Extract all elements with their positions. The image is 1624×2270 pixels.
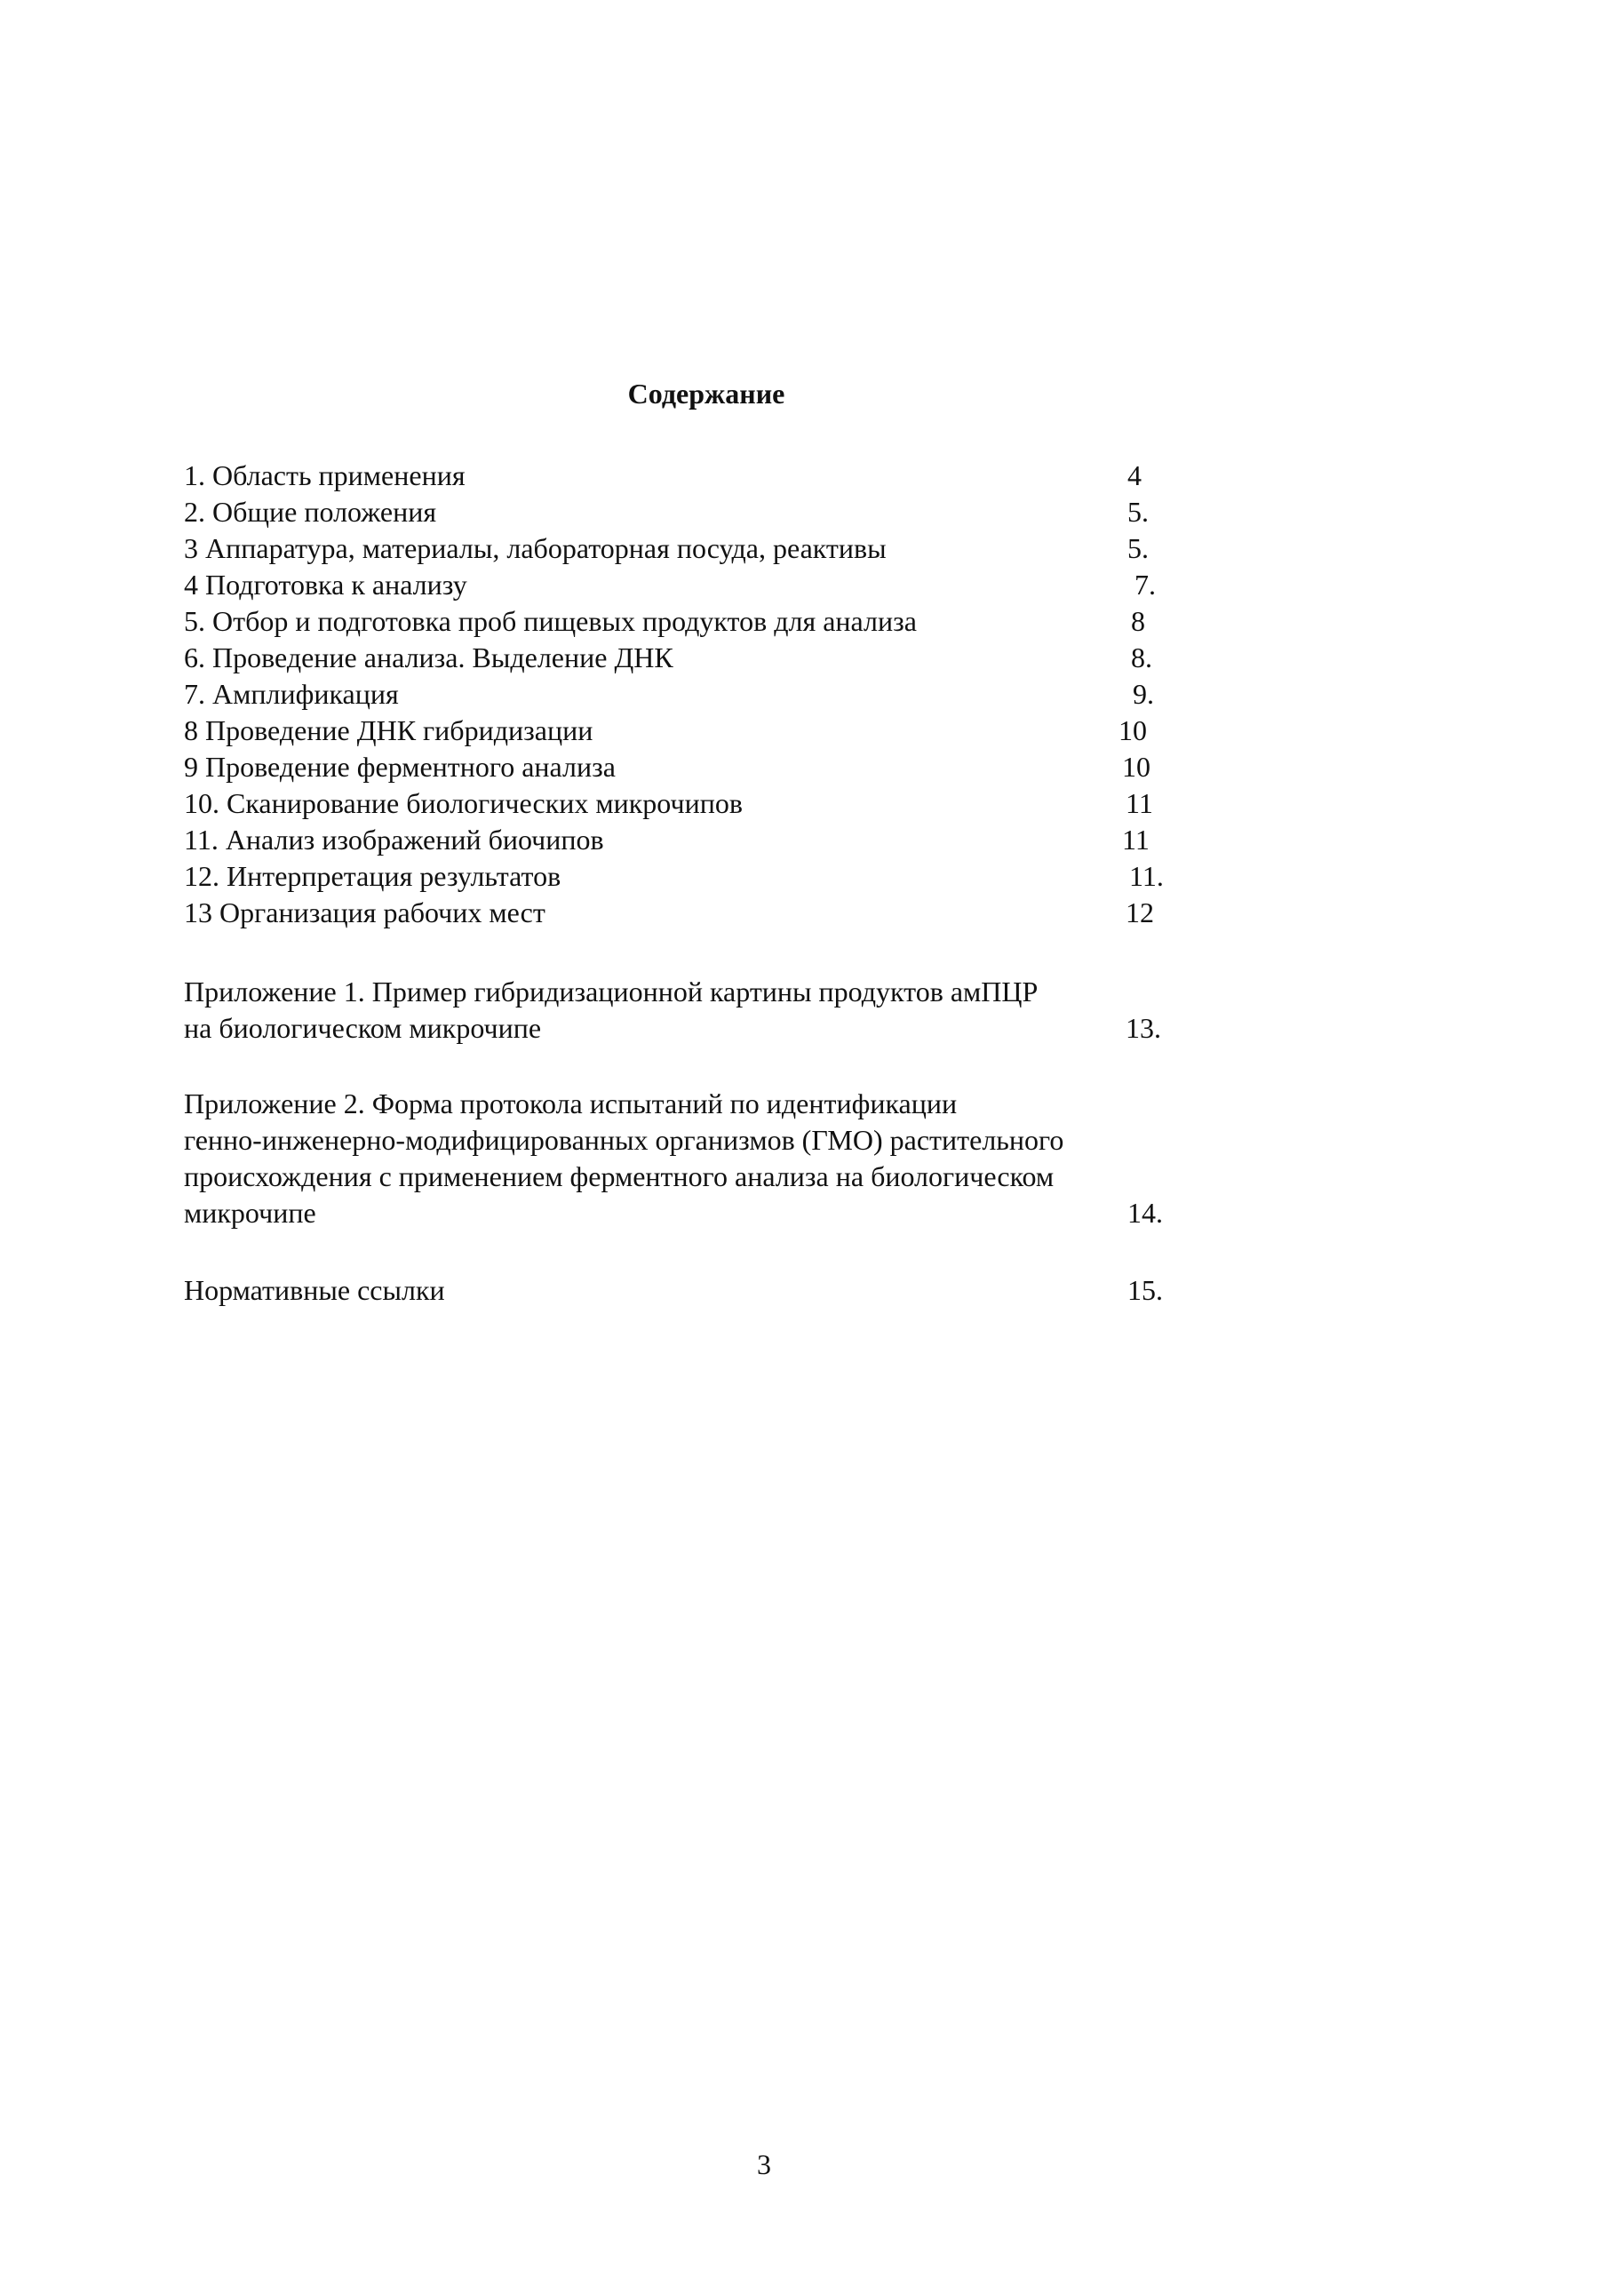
toc-entry: [184, 493, 1197, 530]
toc-entry-page: 8.: [1131, 641, 1152, 673]
toc-entry-page: 7.: [1134, 569, 1156, 601]
toc-entry-page: 11: [1126, 787, 1153, 819]
toc-entry-page: 8: [1131, 605, 1145, 637]
toc-entry-page: 5.: [1127, 532, 1149, 564]
toc-entry-label: 4 Подготовка к анализу: [184, 569, 467, 601]
appendix-2-line: генно-инженерно-модифицированных организмов (ГМО) растительного: [184, 1124, 1064, 1156]
toc-entry-label: 11. Анализ изображений биочипов: [184, 824, 604, 856]
toc-entry-page: 11: [1122, 824, 1150, 856]
toc-entry-label: 6. Проведение анализа. Выделение ДНК: [184, 641, 673, 673]
toc-entry-page: 4: [1127, 459, 1142, 491]
toc-entry: [184, 457, 1197, 494]
toc-entry-page: 12: [1126, 896, 1154, 928]
toc-entry: [184, 530, 1197, 567]
toc-entry: [184, 857, 1197, 895]
toc-entry-label: 3 Аппаратура, материалы, лабораторная посуда, реактивы: [184, 532, 887, 564]
toc-entry-label: 5. Отбор и подготовка проб пищевых продуктов для анализа: [184, 605, 917, 637]
toc-entry-label: 10. Сканирование биологических микрочипов: [184, 787, 743, 819]
toc-entry-label: 9 Проведение ферментного анализа: [184, 751, 616, 783]
toc-entry: [184, 785, 1197, 822]
references-label: Нормативные ссылки: [184, 1274, 445, 1306]
toc-entry-label: 2. Общие положения: [184, 496, 437, 528]
toc-entry: [184, 894, 1197, 931]
toc-entry-label: 7. Амплификация: [184, 678, 399, 710]
toc-entry-label: 13 Организация рабочих мест: [184, 896, 545, 928]
appendix-1-page: 13.: [1126, 1012, 1161, 1044]
appendix-1-line: на биологическом микрочипе: [184, 1012, 542, 1044]
toc-entry-label: 1. Область применения: [184, 459, 466, 491]
toc-entry-label: 12. Интерпретация результатов: [184, 860, 561, 892]
appendix-2-line: происхождения с применением ферментного анализа на биологическом: [184, 1160, 1055, 1192]
toc-entry-page: 10: [1122, 751, 1150, 783]
references-page: 15.: [1127, 1274, 1163, 1306]
toc-entry: [184, 748, 1197, 785]
appendix-2-line: Приложение 2. Форма протокола испытаний по идентификации: [184, 1087, 958, 1119]
toc-entry-page: 11.: [1129, 860, 1164, 892]
toc-entry-page: 9.: [1133, 678, 1154, 710]
appendix-1-line: Приложение 1. Пример гибридизационной картины продуктов амПЦР: [184, 976, 1039, 1008]
toc-entry: [184, 821, 1197, 858]
toc-entry: [184, 639, 1197, 676]
page-number: 3: [757, 2148, 771, 2180]
toc-entry: [184, 675, 1197, 713]
toc-entry: [184, 566, 1197, 603]
toc-entry: [184, 712, 1197, 749]
page-title: Содержание: [627, 378, 785, 410]
toc-entry-page: 10: [1118, 714, 1147, 746]
appendix-2-page: 14.: [1127, 1197, 1163, 1229]
toc-entry-label: 8 Проведение ДНК гибридизации: [184, 714, 593, 746]
appendix-2-line: микрочипе: [184, 1197, 316, 1229]
toc-entry: [184, 602, 1197, 640]
references-entry: [184, 1271, 1197, 1309]
toc-entry-page: 5.: [1127, 496, 1149, 528]
